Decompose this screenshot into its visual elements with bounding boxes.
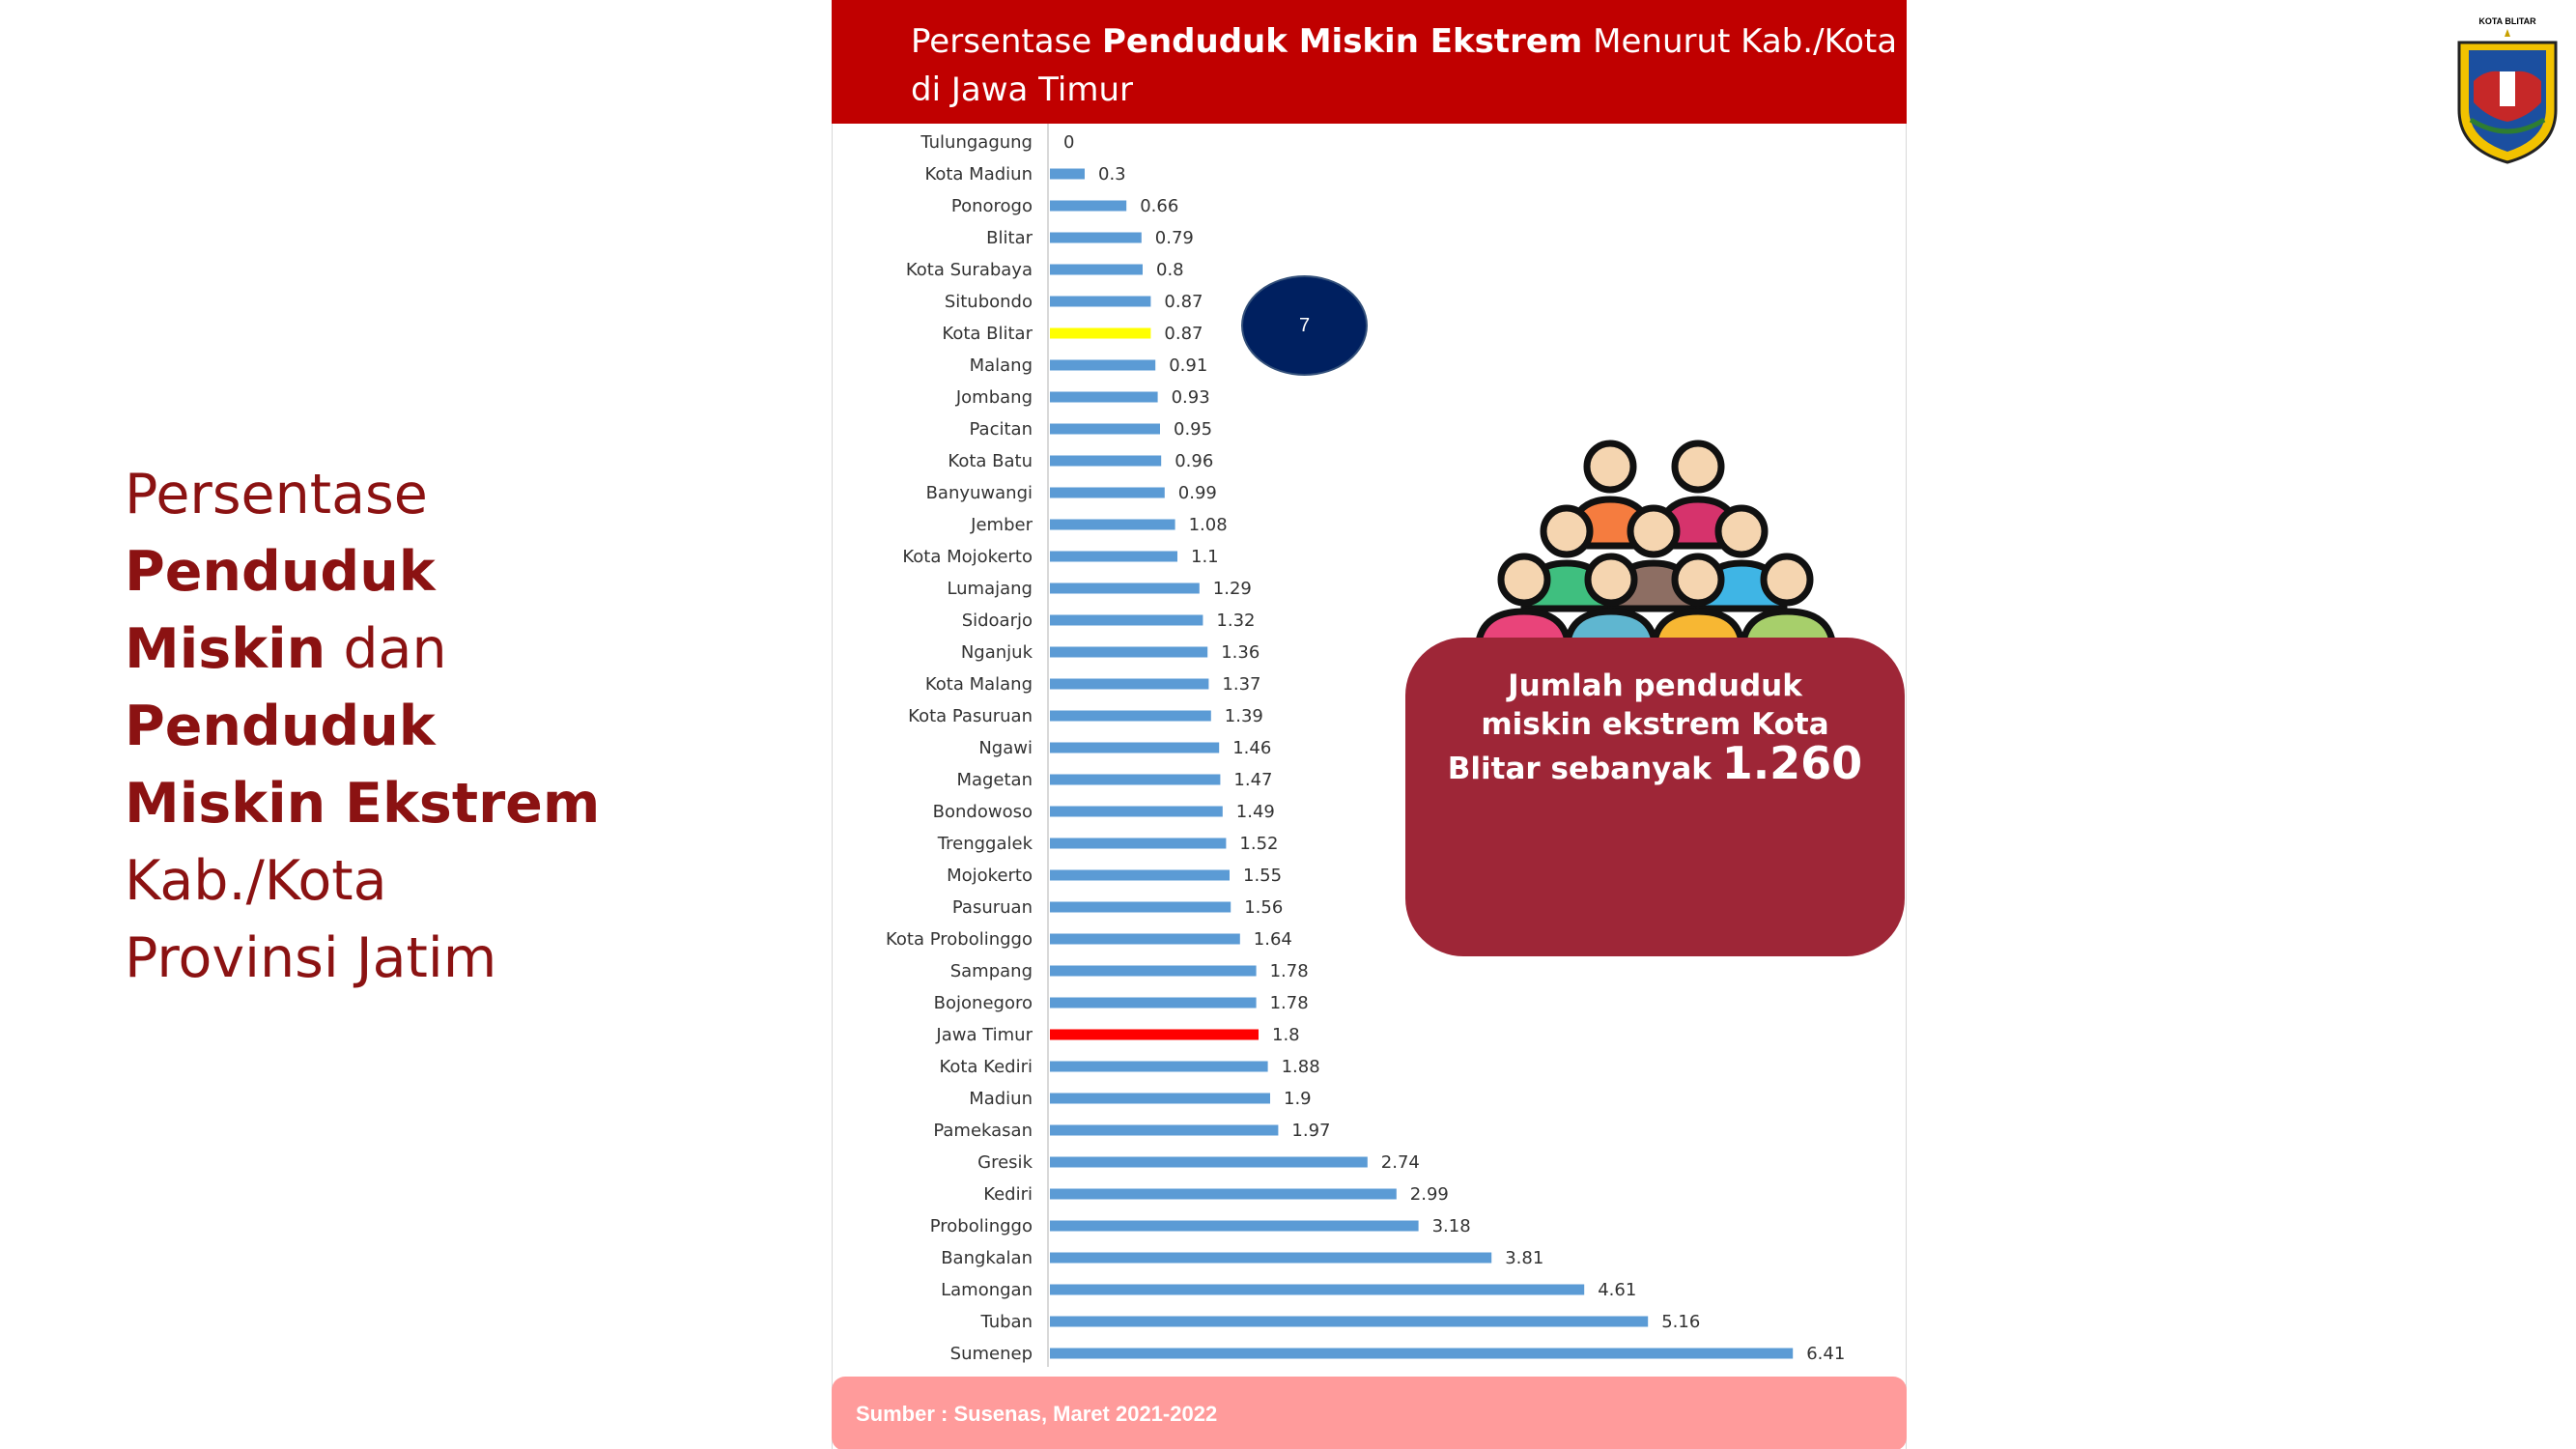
rank-badge bbox=[1241, 275, 1368, 376]
bar bbox=[1050, 711, 1211, 722]
bar bbox=[1050, 456, 1161, 467]
bar bbox=[1050, 1062, 1268, 1072]
category-label: Tulungagung bbox=[920, 132, 1033, 153]
bar bbox=[1050, 775, 1220, 785]
side-title-line3b: dan bbox=[343, 617, 447, 681]
bar bbox=[1050, 902, 1231, 913]
category-label: Magetan bbox=[956, 770, 1033, 790]
category-label: Kota Blitar bbox=[942, 324, 1033, 344]
data-label: 0.8 bbox=[1156, 260, 1184, 280]
bar bbox=[1050, 1317, 1648, 1327]
side-title-line6: Kab./Kota bbox=[125, 849, 387, 913]
bar bbox=[1050, 1094, 1270, 1104]
category-label: Pasuruan bbox=[951, 897, 1033, 918]
bar bbox=[1050, 1253, 1491, 1264]
data-label: 0 bbox=[1063, 132, 1075, 153]
data-label: 0.93 bbox=[1171, 387, 1210, 408]
city-emblem-icon bbox=[2449, 14, 2565, 166]
bar bbox=[1050, 679, 1208, 690]
data-label: 1.56 bbox=[1244, 897, 1284, 918]
bar bbox=[1050, 1221, 1419, 1232]
category-label: Kota Mojokerto bbox=[902, 547, 1033, 567]
data-label: 1.47 bbox=[1233, 770, 1273, 790]
data-label: 1.55 bbox=[1243, 866, 1283, 886]
category-label: Lamongan bbox=[941, 1280, 1033, 1300]
category-label: Gresik bbox=[977, 1152, 1033, 1173]
data-label: 1.1 bbox=[1191, 547, 1219, 567]
data-label: 5.16 bbox=[1661, 1312, 1701, 1332]
category-label: Kota Kediri bbox=[939, 1057, 1033, 1077]
category-label: Kota Madiun bbox=[924, 164, 1033, 185]
bar bbox=[1050, 583, 1200, 594]
category-label: Bondowoso bbox=[932, 802, 1033, 822]
category-label: Nganjuk bbox=[960, 642, 1033, 663]
side-title-line7: Provinsi Jatim bbox=[125, 926, 497, 990]
data-label: 0.96 bbox=[1175, 451, 1214, 471]
bar bbox=[1050, 966, 1257, 977]
category-label: Pacitan bbox=[969, 419, 1033, 440]
data-label: 1.78 bbox=[1269, 961, 1309, 981]
category-label: Situbondo bbox=[944, 292, 1033, 312]
header-bold: Penduduk Miskin Ekstrem bbox=[1101, 22, 1583, 61]
category-label: Malang bbox=[969, 355, 1033, 376]
category-label: Ngawi bbox=[978, 738, 1033, 758]
side-title bbox=[125, 456, 627, 997]
bar bbox=[1050, 1285, 1584, 1295]
category-label: Kota Pasuruan bbox=[908, 706, 1033, 726]
callout-line3: Blitar sebanyak bbox=[1447, 752, 1722, 786]
category-label: Ponorogo bbox=[950, 196, 1033, 216]
data-label: 1.78 bbox=[1269, 993, 1309, 1013]
category-label: Sumenep bbox=[949, 1344, 1033, 1364]
bar bbox=[1050, 1189, 1397, 1200]
data-label: 1.88 bbox=[1281, 1057, 1320, 1077]
category-label: Kediri bbox=[983, 1184, 1033, 1205]
header-prefix: Persentase bbox=[911, 22, 1102, 61]
data-label: 0.99 bbox=[1177, 483, 1217, 503]
data-label: 1.64 bbox=[1253, 929, 1292, 950]
header-suffix: Menurut Kab./Kota bbox=[1582, 22, 1898, 61]
data-label: 0.87 bbox=[1164, 292, 1203, 312]
category-label: Jombang bbox=[955, 387, 1033, 408]
bar bbox=[1050, 615, 1203, 626]
category-label: Sampang bbox=[949, 961, 1033, 981]
bar bbox=[1050, 743, 1219, 753]
category-label: Probolinggo bbox=[929, 1216, 1033, 1236]
category-label: Madiun bbox=[969, 1089, 1033, 1109]
data-label: 1.29 bbox=[1212, 579, 1252, 599]
category-label: Banyuwangi bbox=[925, 483, 1033, 503]
bar bbox=[1050, 328, 1150, 339]
category-label: Lumajang bbox=[947, 579, 1033, 599]
data-label: 0.87 bbox=[1164, 324, 1203, 344]
bar bbox=[1050, 297, 1150, 307]
bar bbox=[1050, 233, 1142, 243]
data-label: 1.32 bbox=[1216, 611, 1256, 631]
bar bbox=[1050, 1349, 1793, 1359]
data-label: 1.97 bbox=[1291, 1121, 1331, 1141]
data-label: 0.95 bbox=[1174, 419, 1213, 440]
category-label: Kota Probolinggo bbox=[886, 929, 1033, 950]
rank-badge-label: 7 bbox=[1298, 314, 1311, 336]
data-label: 0.3 bbox=[1098, 164, 1126, 185]
bar bbox=[1050, 424, 1160, 435]
source-footer bbox=[832, 1377, 1907, 1449]
category-label: Jember bbox=[971, 515, 1033, 535]
side-title-line5: Miskin Ekstrem bbox=[125, 772, 601, 836]
category-label: Tuban bbox=[980, 1312, 1033, 1332]
callout-value: 1.260 bbox=[1721, 737, 1863, 789]
callout-line1: Jumlah penduduk bbox=[1508, 668, 1802, 703]
data-label: 0.91 bbox=[1169, 355, 1208, 376]
data-label: 1.36 bbox=[1221, 642, 1260, 663]
chart-header bbox=[832, 0, 1907, 124]
category-label: Kota Batu bbox=[948, 451, 1033, 471]
source-text: Sumber : Susenas, Maret 2021-2022 bbox=[856, 1402, 1218, 1426]
data-label: 2.99 bbox=[1409, 1184, 1449, 1205]
bar bbox=[1050, 169, 1085, 180]
emblem-caption: KOTA BLITAR bbox=[2478, 16, 2536, 26]
bar bbox=[1050, 647, 1207, 658]
people-group-icon bbox=[1468, 440, 1845, 657]
bar bbox=[1050, 360, 1155, 371]
bar bbox=[1050, 998, 1257, 1009]
bar bbox=[1050, 488, 1165, 498]
bar bbox=[1050, 1157, 1368, 1168]
category-label: Sidoarjo bbox=[961, 611, 1033, 631]
data-label: 0.79 bbox=[1154, 228, 1194, 248]
data-label: 1.37 bbox=[1222, 674, 1261, 695]
callout-box bbox=[1405, 638, 1905, 956]
bar bbox=[1050, 838, 1226, 849]
data-label: 1.49 bbox=[1235, 802, 1275, 822]
side-title-line1: Persentase bbox=[125, 463, 428, 526]
data-label: 6.41 bbox=[1806, 1344, 1846, 1364]
data-label: 2.74 bbox=[1380, 1152, 1420, 1173]
data-label: 4.61 bbox=[1598, 1280, 1637, 1300]
data-label: 1.46 bbox=[1232, 738, 1272, 758]
bar bbox=[1050, 934, 1240, 945]
side-title-line4: Penduduk bbox=[125, 695, 436, 758]
category-label: Pamekasan bbox=[933, 1121, 1033, 1141]
data-label: 0.66 bbox=[1140, 196, 1179, 216]
data-label: 1.39 bbox=[1224, 706, 1263, 726]
data-label: 1.08 bbox=[1188, 515, 1228, 535]
bar bbox=[1050, 201, 1126, 212]
category-label: Mojokerto bbox=[947, 866, 1033, 886]
bar bbox=[1050, 807, 1223, 817]
city-emblem-logo bbox=[2449, 14, 2565, 166]
callout-line2: miskin ekstrem Kota bbox=[1481, 707, 1829, 742]
category-label: Trenggalek bbox=[937, 834, 1033, 854]
category-label: Bangkalan bbox=[941, 1248, 1033, 1268]
bar bbox=[1050, 265, 1143, 275]
bar bbox=[1050, 520, 1175, 530]
category-label: Kota Surabaya bbox=[905, 260, 1033, 280]
category-label: Jawa Timur bbox=[936, 1025, 1033, 1045]
bar bbox=[1050, 1030, 1259, 1040]
category-label: Kota Malang bbox=[924, 674, 1033, 695]
data-label: 1.52 bbox=[1239, 834, 1279, 854]
side-title-line3a: Miskin bbox=[125, 617, 326, 681]
data-label: 3.81 bbox=[1505, 1248, 1544, 1268]
bar bbox=[1050, 552, 1177, 562]
header-line2: di Jawa Timur bbox=[911, 71, 1133, 109]
data-label: 1.8 bbox=[1272, 1025, 1300, 1045]
bar bbox=[1050, 870, 1230, 881]
data-label: 3.18 bbox=[1431, 1216, 1471, 1236]
bar bbox=[1050, 1125, 1278, 1136]
category-label: Bojonegoro bbox=[933, 993, 1033, 1013]
category-label: Blitar bbox=[986, 228, 1033, 248]
bar bbox=[1050, 392, 1158, 403]
side-title-line2: Penduduk bbox=[125, 540, 436, 604]
data-label: 1.9 bbox=[1284, 1089, 1312, 1109]
